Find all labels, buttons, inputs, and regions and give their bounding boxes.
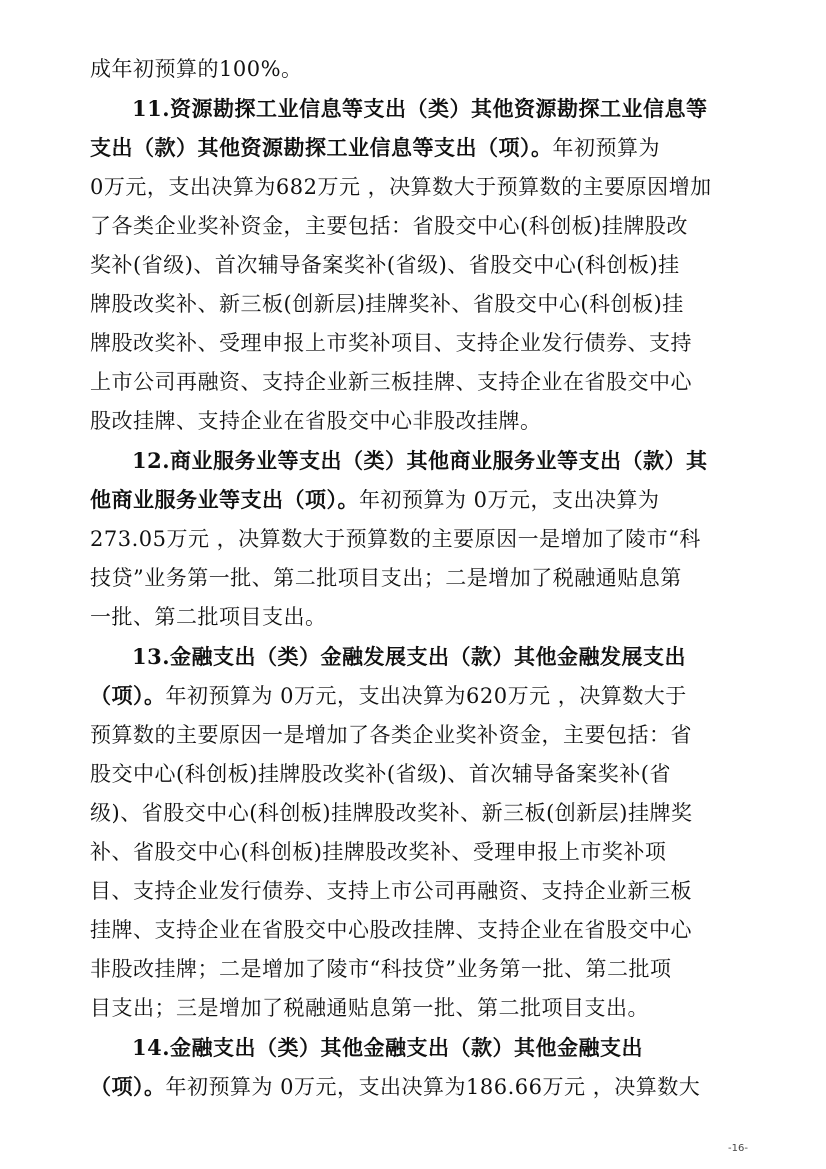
text-line-14: 技贷”业务第一批、第二批项目支出；二是增加了税融通贴息第	[90, 566, 682, 590]
text-line-24: 非股改挂牌；二是增加了陵市“科技贷”业务第一批、第二批项	[90, 957, 672, 981]
text-line-17: （项）。年初预算为 0万元，支出决算为620万元 ，决算数大于	[90, 683, 687, 708]
text-line-23: 挂牌、支持企业在省股交中心股改挂牌、支持企业在省股交中心	[90, 918, 692, 942]
text-line-7: 牌股改奖补、新三板(创新层)挂牌奖补、省股交中心(科创板)挂	[90, 292, 684, 316]
text-line-27: （项）。年初预算为 0万元，支出决算为186.66万元 ，决算数大	[90, 1074, 701, 1099]
text-line-22: 目、支持企业发行债券、支持上市公司再融资、支持企业新三板	[90, 879, 692, 903]
text-line-20: 级)、省股交中心(科创板)挂牌股改奖补、新三板(创新层)挂牌奖	[90, 801, 693, 825]
text-line-26: 14.金融支出（类）其他金融支出（款）其他金融支出	[132, 1035, 644, 1060]
text-line-11: 12.商业服务业等支出（类）其他商业服务业等支出（款）其	[132, 448, 708, 473]
text-line-15: 一批、第二批项目支出。	[90, 605, 327, 629]
text-line-18: 预算数的主要原因一是增加了各类企业奖补资金，主要包括：省	[90, 723, 692, 747]
text-line-1: 成年初预算的100%。	[90, 57, 303, 81]
text-line-8: 牌股改奖补、受理申报上市奖补项目、支持企业发行债券、支持	[90, 331, 692, 355]
text-line-3: 支出（款）其他资源勘探工业信息等支出（项）。年初预算为	[90, 135, 660, 160]
page-number: -16-	[728, 1143, 748, 1154]
text-line-9: 上市公司再融资、支持企业新三板挂牌、支持企业在省股交中心	[90, 370, 692, 394]
text-line-2: 11.资源勘探工业信息等支出（类）其他资源勘探工业信息等	[132, 96, 708, 121]
text-line-4: 0万元，支出决算为682万元 ，决算数大于预算数的主要原因增加	[90, 175, 712, 199]
text-line-6: 奖补(省级)、首次辅导备案奖补(省级)、省股交中心(科创板)挂	[90, 253, 680, 277]
text-line-13: 273.05万元 ，决算数大于预算数的主要原因一是增加了陵市“科	[90, 527, 701, 551]
text-line-25: 目支出；三是增加了税融通贴息第一批、第二批项目支出。	[90, 996, 649, 1020]
text-line-10: 股改挂牌、支持企业在省股交中心非股改挂牌。	[90, 409, 542, 433]
text-line-19: 股交中心(科创板)挂牌股改奖补(省级)、首次辅导备案奖补(省	[90, 762, 671, 786]
text-line-12: 他商业服务业等支出（项）。年初预算为 0万元，支出决算为	[90, 487, 660, 512]
text-line-21: 补、省股交中心(科创板)挂牌股改奖补、受理申报上市奖补项	[90, 840, 667, 864]
text-line-16: 13.金融支出（类）金融发展支出（款）其他金融发展支出	[132, 644, 687, 669]
text-line-5: 了各类企业奖补资金，主要包括：省股交中心(科创板)挂牌股改	[90, 214, 688, 238]
